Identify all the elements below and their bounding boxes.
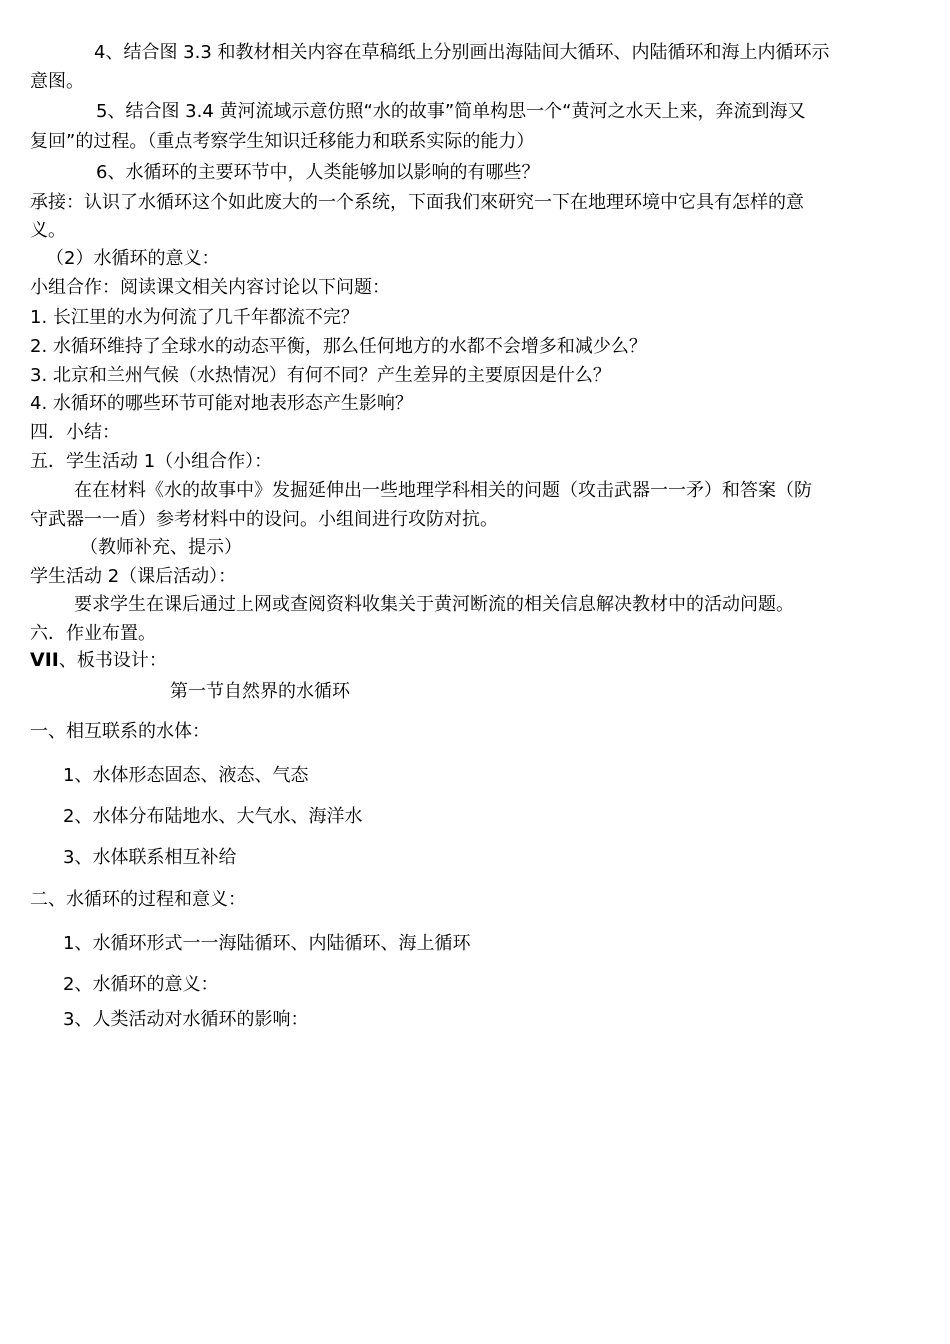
list-item: 2、水体分布陆地水、大气水、海洋水 [63, 806, 363, 827]
list-item: 1、水体形态固态、液态、气态 [63, 765, 309, 786]
text-line: 在在材料《水的故事中》发掘延伸出一些地理学科相关的问题（攻击武器一一矛）和答案（防 [74, 480, 812, 501]
list-item: 1. 长江里的水为何流了几千年都流不完？ [30, 307, 359, 328]
section-heading: 五．学生活动 1（小组合作）： [30, 451, 273, 472]
roman-numeral: VII [30, 649, 59, 671]
section-heading-text: 、板书设计： [58, 650, 167, 671]
text-line: 守武器一一盾）参考材料中的设问。小组间进行攻防对抗。 [30, 509, 498, 530]
text-line: 复回”的过程。（重点考察学生知识迁移能力和联系实际的能力） [30, 131, 535, 152]
section-heading: 一、相互联系的水体： [30, 721, 210, 742]
section-heading: （2）水循环的意义： [46, 248, 220, 269]
list-item: 2. 水循环维持了全球水的动态平衡，那么任何地方的水都不会增多和减少么？ [30, 336, 647, 357]
text-line: （教师补充、提示） [80, 537, 242, 558]
text-line: 义。 [30, 220, 66, 241]
text-line: 小组合作：阅读课文相关内容讨论以下问题： [30, 277, 390, 298]
text-line: 意图。 [30, 71, 84, 92]
list-item: 1、水循环形式一一海陆循环、内陆循环、海上循环 [63, 933, 471, 954]
section-heading: 四．小结： [30, 422, 120, 443]
text-line: 承接：认识了水循环这个如此废大的一个系统，下面我们來研究一下在地理环境中它具有怎样的意 [30, 192, 804, 213]
text-line: 5、结合图 3.4 黄河流域示意仿照“水的故事”简单构思一个“黄河之水天上来，奔流到海又 [96, 101, 806, 122]
section-heading: 六．作业布置。 [30, 623, 156, 644]
section-heading [30, 646, 167, 675]
text-line: 学生活动 2（课后活动）： [30, 566, 237, 587]
list-item: 4. 水循环的哪些环节可能对地表形态产生影响？ [30, 393, 413, 414]
board-title: 第一节自然界的水循环 [170, 681, 350, 702]
list-item: 2、水循环的意义： [63, 974, 219, 995]
section-heading: 二、水循环的过程和意义： [30, 889, 246, 910]
text-line: 4、结合图 3.3 和教材相关内容在草稿纸上分别画出海陆间大循环、内陆循环和海上内循环示 [94, 42, 830, 63]
text-line: 6、水循环的主要环节中，人类能够加以影响的有哪些？ [96, 162, 540, 183]
list-item: 3、水体联系相互补给 [63, 847, 237, 868]
list-item: 3、人类活动对水循环的影响： [63, 1009, 309, 1030]
list-item: 3. 北京和兰州气候（水热情况）有何不同？产生差异的主要原因是什么？ [30, 365, 611, 386]
text-line: 要求学生在课后通过上网或查阅资料收集关于黄河断流的相关信息解决教材中的活动问题。 [74, 594, 794, 615]
